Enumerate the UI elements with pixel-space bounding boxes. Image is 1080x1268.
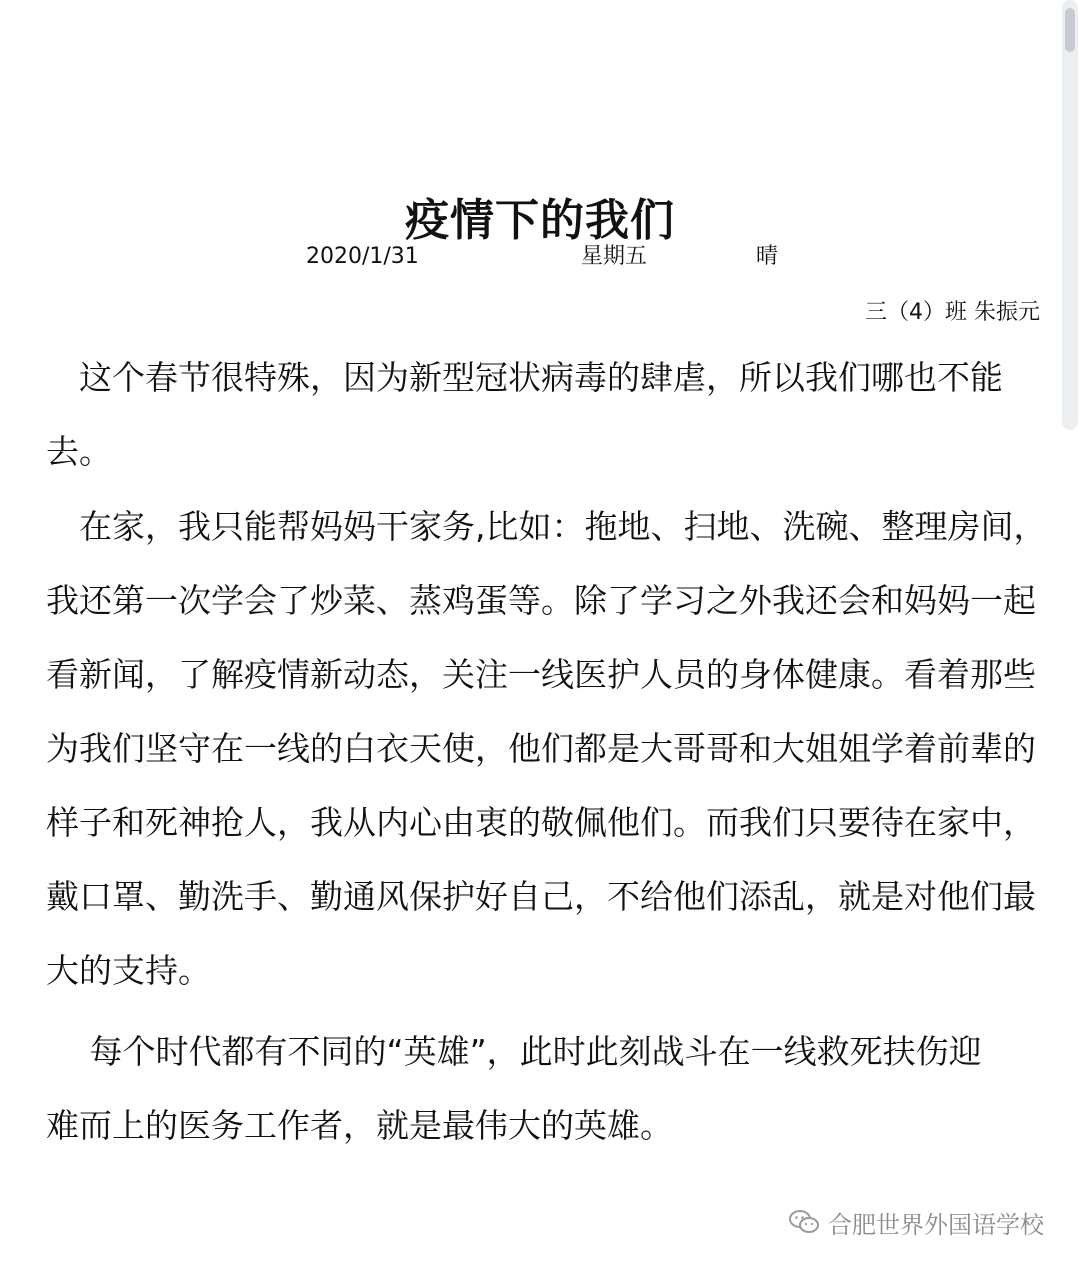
author-line: 三（4）班 朱振元 (865, 300, 1040, 325)
wechat-icon (788, 1208, 820, 1236)
paragraph-line: 为我们坚守在一线的白衣天使，他们都是大哥哥和大姐姐学着前辈的 (46, 729, 1036, 768)
scrollbar-thumb[interactable] (1065, 8, 1075, 52)
paragraph-line: 这个春节很特殊，因为新型冠状病毒的肆虐，所以我们哪也不能 (46, 358, 1003, 397)
paragraph (46, 1015, 1042, 1163)
paragraph-line: 在家，我只能帮妈妈干家务,比如：拖地、扫地、洗碗、整理房间， (46, 507, 1047, 546)
watermark-text: 合肥世界外国语学校 (828, 1210, 1044, 1239)
diary-weather: 晴 (756, 244, 779, 269)
document-title: 疫情下的我们 (405, 195, 675, 247)
paragraph-line: 难而上的医务工作者，就是最伟大的英雄。 (46, 1106, 673, 1145)
paragraph (46, 490, 1047, 1008)
diary-date: 2020/1/31 (306, 244, 419, 269)
paragraph-line: 每个时代都有不同的“英雄”，此时此刻战斗在一线救死扶伤迎 (46, 1032, 982, 1071)
watermark (788, 1202, 1044, 1242)
paragraph-line: 去。 (46, 432, 112, 471)
diary-weekday: 星期五 (581, 244, 648, 269)
paragraph-line: 我还第一次学会了炒菜、蒸鸡蛋等。除了学习之外我还会和妈妈一起 (46, 581, 1036, 620)
paragraph-line: 大的支持。 (46, 951, 211, 990)
paragraph (46, 341, 1042, 489)
paragraph-line: 看新闻，了解疫情新动态，关注一线医护人员的身体健康。看着那些 (46, 655, 1036, 694)
paragraph-line: 样子和死神抢人，我从内心由衷的敬佩他们。而我们只要待在家中， (46, 803, 1036, 842)
paragraph-line: 戴口罩、勤洗手、勤通风保护好自己，不给他们添乱，就是对他们最 (46, 877, 1036, 916)
